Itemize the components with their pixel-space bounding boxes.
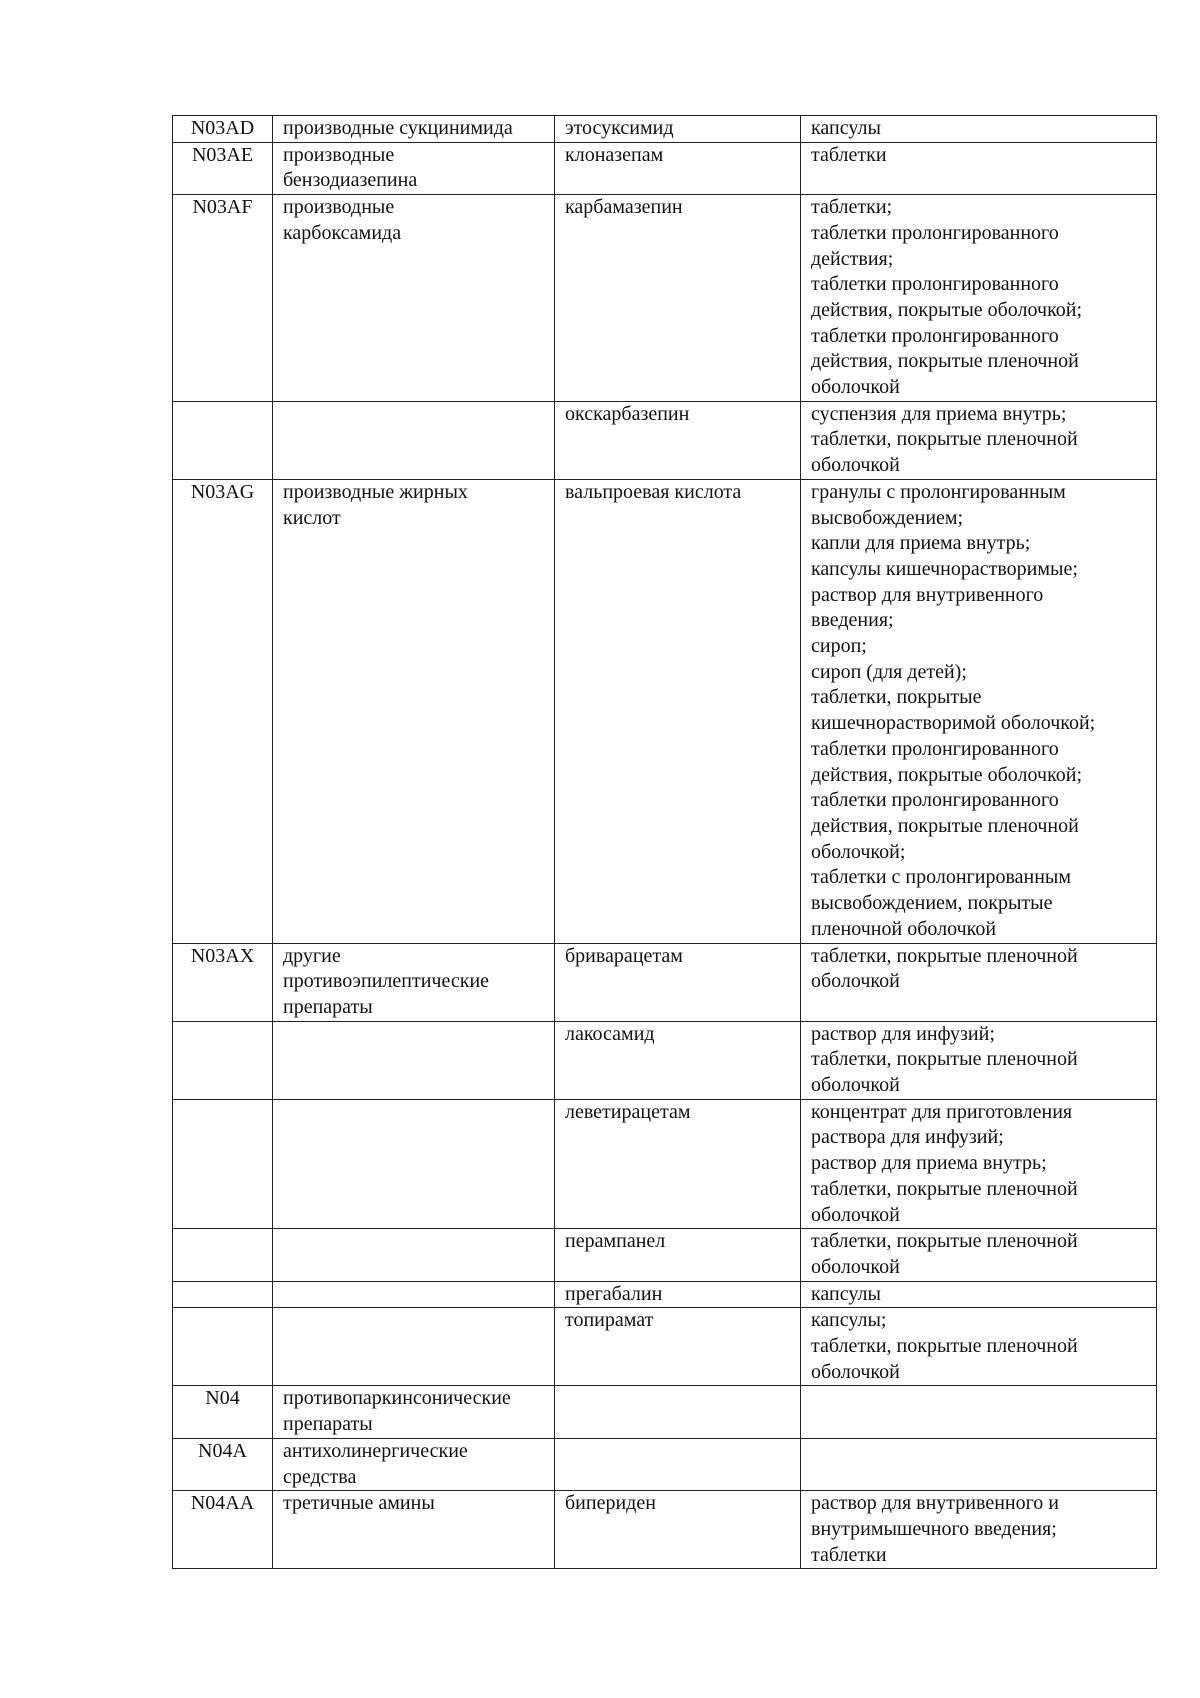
dosage-form-cell [801, 1386, 1157, 1438]
dosage-form-cell [801, 479, 1157, 943]
atc-code-text: N04A [198, 1439, 247, 1462]
pharmacological-group-line: средства [283, 1465, 357, 1488]
dosage-form-cell [801, 401, 1157, 479]
table-row [173, 1386, 1157, 1438]
pharmacological-group-cell [273, 1229, 555, 1281]
drug-list-table [172, 115, 1157, 1569]
table-row [173, 1229, 1157, 1281]
drug-name-cell [555, 943, 801, 1021]
drug-name-cell [555, 1386, 801, 1438]
pharmacological-group-line: производные [283, 196, 395, 219]
dosage-form-cell [801, 142, 1157, 194]
drug-name-line: клоназепам [565, 143, 664, 166]
dosage-form-line: раствор для приема внутрь; [811, 1152, 1047, 1175]
dosage-form-line: таблетки, покрытые пленочной [811, 944, 1078, 967]
dosage-form-line: кишечнорастворимой оболочкой; [811, 712, 1096, 735]
pharmacological-group-cell [273, 1308, 555, 1386]
table-row [173, 195, 1157, 402]
dosage-form-line: таблетки пролонгированного [811, 789, 1059, 812]
atc-code-text: N04AA [190, 1492, 255, 1515]
pharmacological-group-line: противоэпилептические [283, 970, 490, 993]
drug-name-line: перампанел [565, 1230, 666, 1253]
pharmacological-group-cell [273, 1021, 555, 1099]
dosage-form-cell [801, 1099, 1157, 1229]
atc-code-cell [173, 401, 273, 479]
dosage-form-cell [801, 116, 1157, 143]
dosage-form-line: сироп; [811, 635, 867, 658]
dosage-form-cell [801, 943, 1157, 1021]
dosage-form-line: действия; [811, 247, 894, 270]
atc-code-cell [173, 1021, 273, 1099]
atc-code-cell [173, 142, 273, 194]
drug-name-cell [555, 1281, 801, 1308]
dosage-form-line: таблетки пролонгированного [811, 221, 1059, 244]
table-row [173, 479, 1157, 943]
atc-code-cell [173, 1229, 273, 1281]
dosage-form-line: оболочкой [811, 970, 900, 993]
atc-code-text: N04 [205, 1387, 240, 1410]
dosage-form-line: таблетки пролонгированного [811, 324, 1059, 347]
pharmacological-group-line: кислот [283, 506, 341, 529]
atc-code-cell [173, 943, 273, 1021]
pharmacological-group-line: производные [283, 143, 395, 166]
dosage-form-line: раствор для инфузий; [811, 1022, 995, 1045]
dosage-form-line: действия, покрытые пленочной [811, 350, 1079, 373]
atc-code-text: N03AF [192, 196, 253, 219]
dosage-form-line: таблетки [811, 1543, 887, 1566]
dosage-form-line: оболочкой [811, 1255, 900, 1278]
pharmacological-group-line: препараты [283, 995, 373, 1018]
drug-name-cell [555, 1308, 801, 1386]
pharmacological-group-line: препараты [283, 1413, 373, 1436]
dosage-form-line: раствора для инфузий; [811, 1126, 1004, 1149]
dosage-form-line: концентрат для приготовления [811, 1100, 1073, 1123]
dosage-form-line: введения; [811, 609, 894, 632]
pharmacological-group-cell [273, 943, 555, 1021]
drug-name-line: лакосамид [565, 1022, 655, 1045]
table-row [173, 1308, 1157, 1386]
pharmacological-group-line: третичные амины [283, 1492, 435, 1515]
drug-name-line: этосуксимид [565, 117, 674, 139]
dosage-form-line: оболочкой [811, 1203, 900, 1226]
dosage-form-cell [801, 1229, 1157, 1281]
pharmacological-group-line: бензодиазепина [283, 169, 418, 192]
pharmacological-group-line: производные сукцинимида [283, 117, 513, 139]
dosage-form-cell [801, 1491, 1157, 1569]
dosage-form-line: действия, покрытые оболочкой; [811, 298, 1083, 321]
pharmacological-group-cell [273, 1491, 555, 1569]
dosage-form-line: оболочкой [811, 1074, 900, 1097]
dosage-form-line: таблетки пролонгированного [811, 273, 1059, 296]
dosage-form-line: сироп (для детей); [811, 660, 967, 683]
drug-name-cell [555, 1229, 801, 1281]
dosage-form-line: гранулы с пролонгированным [811, 480, 1066, 503]
pharmacological-group-line: производные жирных [283, 480, 468, 503]
drug-name-line: бипериден [565, 1492, 656, 1515]
pharmacological-group-cell [273, 1281, 555, 1308]
pharmacological-group-line: противопаркинсонические [283, 1387, 511, 1410]
drug-name-cell [555, 116, 801, 143]
table-body [173, 116, 1157, 1569]
dosage-form-line: оболочкой [811, 454, 900, 477]
pharmacological-group-cell [273, 142, 555, 194]
atc-code-text: N03AX [190, 944, 255, 967]
table-row [173, 1099, 1157, 1229]
table-row [173, 401, 1157, 479]
dosage-form-line: оболочкой [811, 1360, 900, 1383]
dosage-form-line: таблетки с пролонгированным [811, 866, 1072, 889]
drug-name-line: топирамат [565, 1309, 654, 1332]
pharmacological-group-line: другие [283, 944, 341, 967]
dosage-form-line: раствор для внутривенного [811, 583, 1044, 606]
dosage-form-cell [801, 1281, 1157, 1308]
dosage-form-cell [801, 1308, 1157, 1386]
dosage-form-line: оболочкой [811, 376, 900, 399]
table-row [173, 1021, 1157, 1099]
dosage-form-line: пленочной оболочкой [811, 917, 997, 940]
atc-code-cell [173, 1438, 273, 1490]
dosage-form-line: капсулы [811, 117, 881, 139]
pharmacological-group-cell [273, 1099, 555, 1229]
dosage-form-line: таблетки, покрытые пленочной [811, 1177, 1078, 1200]
dosage-form-line: таблетки; [811, 196, 893, 219]
dosage-form-line: действия, покрытые пленочной [811, 814, 1079, 837]
pharmacological-group-cell [273, 116, 555, 143]
dosage-form-line: суспензия для приема внутрь; [811, 402, 1067, 425]
drug-name-cell [555, 142, 801, 194]
drug-name-line: окскарбазепин [565, 402, 690, 425]
atc-code-text: N03AE [191, 143, 254, 166]
atc-code-text: N03AG [190, 480, 255, 503]
table-row [173, 1281, 1157, 1308]
dosage-form-line: таблетки, покрытые [811, 686, 982, 709]
dosage-form-line: таблетки [811, 143, 887, 166]
atc-code-cell [173, 116, 273, 143]
pharmacological-group-cell [273, 479, 555, 943]
atc-code-cell [173, 1308, 273, 1386]
dosage-form-line: оболочкой; [811, 840, 906, 863]
pharmacological-group-cell [273, 401, 555, 479]
drug-name-cell [555, 401, 801, 479]
drug-name-cell [555, 1021, 801, 1099]
pharmacological-group-cell [273, 1386, 555, 1438]
pharmacological-group-line: антихолинергические [283, 1439, 468, 1462]
table-row [173, 943, 1157, 1021]
dosage-form-line: капсулы кишечнорастворимые; [811, 557, 1078, 580]
table-row [173, 116, 1157, 143]
atc-code-cell [173, 195, 273, 402]
dosage-form-line: таблетки, покрытые пленочной [811, 428, 1078, 451]
dosage-form-line: капсулы [811, 1282, 881, 1305]
dosage-form-cell [801, 195, 1157, 402]
dosage-form-line: действия, покрытые оболочкой; [811, 763, 1083, 786]
dosage-form-line: внутримышечного введения; [811, 1517, 1057, 1540]
dosage-form-line: таблетки, покрытые пленочной [811, 1048, 1078, 1071]
drug-name-line: прегабалин [565, 1282, 663, 1305]
drug-name-line: бриварацетам [565, 944, 683, 967]
dosage-form-line: капли для приема внутрь; [811, 532, 1031, 555]
table-row [173, 1438, 1157, 1490]
table-row [173, 1491, 1157, 1569]
dosage-form-line: раствор для внутривенного и [811, 1492, 1060, 1515]
atc-code-cell [173, 1491, 273, 1569]
dosage-form-line: таблетки, покрытые пленочной [811, 1335, 1078, 1358]
dosage-form-line: таблетки пролонгированного [811, 737, 1059, 760]
drug-name-cell [555, 1099, 801, 1229]
pharmacological-group-cell [273, 195, 555, 402]
dosage-form-line: высвобождением; [811, 506, 964, 529]
dosage-form-line: капсулы; [811, 1309, 887, 1332]
atc-code-cell [173, 1281, 273, 1308]
drug-name-cell [555, 1438, 801, 1490]
dosage-form-line: таблетки, покрытые пленочной [811, 1230, 1078, 1253]
drug-name-cell [555, 195, 801, 402]
dosage-form-cell [801, 1438, 1157, 1490]
drug-name-line: вальпроевая кислота [565, 480, 742, 503]
pharmacological-group-cell [273, 1438, 555, 1490]
atc-code-text: N03AD [190, 117, 255, 139]
drug-name-cell [555, 1491, 801, 1569]
drug-name-line: леветирацетам [565, 1100, 691, 1123]
drug-name-line: карбамазепин [565, 196, 683, 219]
dosage-form-line: высвобождением, покрытые [811, 892, 1053, 915]
dosage-form-cell [801, 1021, 1157, 1099]
pharmacological-group-line: карбоксамида [283, 221, 402, 244]
atc-code-cell [173, 479, 273, 943]
table-row [173, 142, 1157, 194]
drug-name-cell [555, 479, 801, 943]
atc-code-cell [173, 1386, 273, 1438]
atc-code-cell [173, 1099, 273, 1229]
